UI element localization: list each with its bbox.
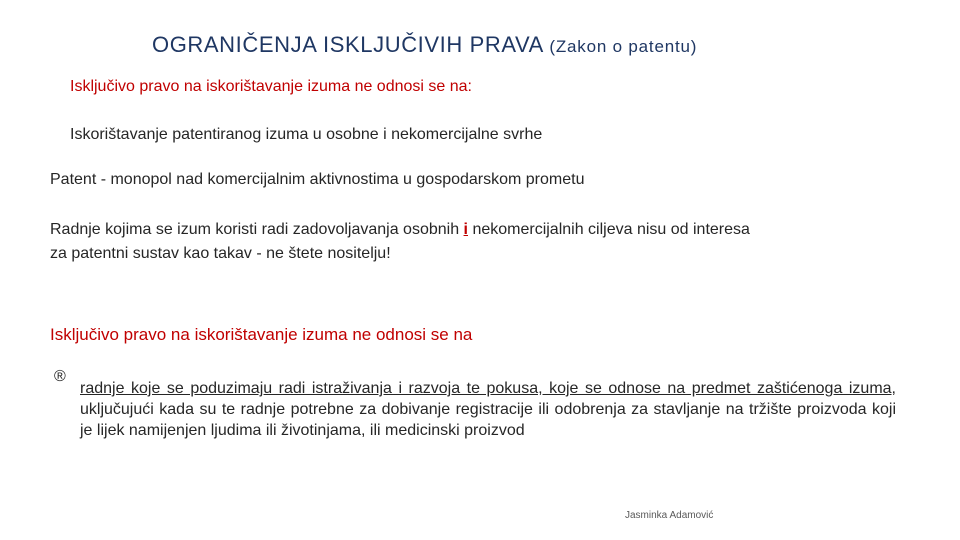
- registered-bullet-icon: ®: [54, 368, 66, 385]
- footer-author: Jasminka Adamović: [625, 510, 714, 521]
- patent-monopoly-line: Patent - monopol nad komercijalnim aktivnostima u gospodarskom prometu: [50, 171, 585, 188]
- personal-use-line: Iskorištavanje patentiranog izuma u osobne i nekomercijalne svrhe: [70, 126, 543, 143]
- personal-goals-paragraph: [50, 218, 750, 266]
- personal-goals-text-a: Radnje kojima se izum koristi radi zadovoljavanja osobnih: [50, 221, 464, 238]
- slide-title-main: OGRANIČENJA ISKLJUČIVIH PRAVA: [152, 32, 543, 57]
- slide-title: [152, 32, 697, 58]
- research-exception-paragraph: [80, 378, 896, 441]
- research-exception-rest: uključujući kada su te radnje potrebne za dobivanje registracije ili odobrenja za stavljanje na tržište proizvoda koji je lijek namijenjen ljudima ili životinjama, ili medicinski proizvod: [80, 401, 896, 439]
- personal-goals-text-c: za patentni sustav kao takav - ne štete nositelju!: [50, 245, 391, 262]
- intro-line: Isključivo pravo na iskorištavanje izuma ne odnosi se na:: [70, 78, 472, 95]
- section2-heading: Isključivo pravo na iskorištavanje izuma ne odnosi se na: [50, 325, 473, 344]
- research-exception-underlined: radnje koje se poduzimaju radi istraživanja i razvoja te pokusa, koje se odnose na predmet zaštićenoga izuma,: [80, 380, 896, 397]
- personal-goals-conjunction: i: [463, 221, 468, 238]
- personal-goals-text-b: nekomercijalnih ciljeva nisu od interesa: [468, 221, 750, 238]
- slide-title-sub: (Zakon o patentu): [549, 37, 698, 56]
